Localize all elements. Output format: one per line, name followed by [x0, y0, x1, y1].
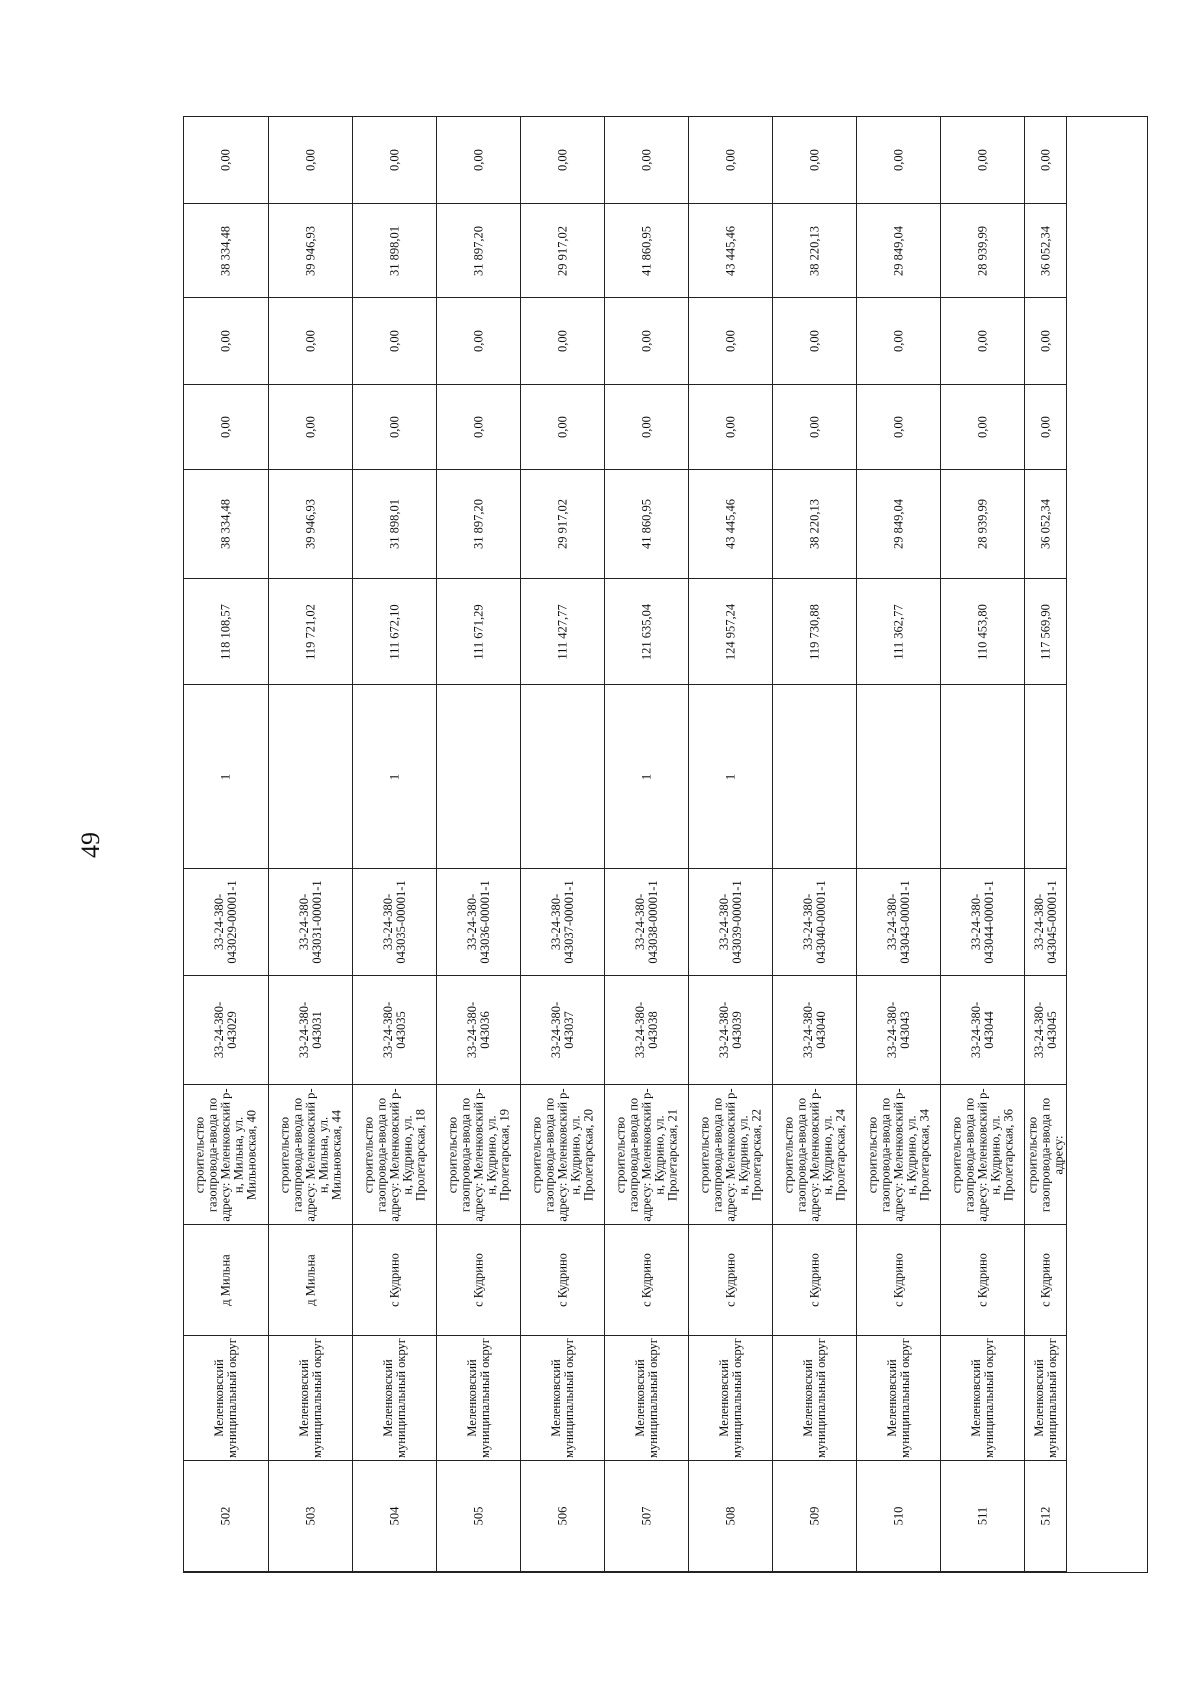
row-number: [605, 1461, 689, 1572]
object-code-cell: [269, 869, 353, 976]
district-cell-text: Меленковский муниципальный округ: [380, 1338, 408, 1458]
row-number: [521, 1461, 605, 1572]
object-code-cell-text: 33-24-380- 043031-00001-1: [296, 880, 324, 964]
value-2-cell-text: 0,00: [807, 416, 821, 438]
value-3-cell-text: 0,00: [891, 330, 905, 352]
quantity-cell: [773, 685, 857, 869]
total-cost-cell-text: 119 721,02: [303, 603, 317, 660]
value-1-cell: [857, 470, 941, 579]
value-4-cell: [184, 204, 269, 298]
value-2-cell: [437, 385, 521, 470]
description-cell: [689, 1085, 773, 1225]
cadastral-cell: [1025, 976, 1067, 1085]
cadastral-cell: [857, 976, 941, 1085]
cadastral-cell: [353, 976, 437, 1085]
object-code-cell-text: 33-24-380- 043029-00001-1: [212, 880, 239, 964]
value-2-cell: [184, 385, 269, 470]
object-code-cell: [353, 869, 437, 976]
total-cost-cell: [353, 579, 437, 685]
description-cell: [521, 1085, 605, 1225]
value-3-cell: [1025, 298, 1067, 385]
object-code-cell-text: 33-24-380- 043037-00001-1: [548, 880, 576, 964]
value-1-cell: [437, 470, 521, 579]
value-1-cell-text: 28 939,99: [975, 499, 989, 549]
object-code-cell: [773, 869, 857, 976]
value-1-cell: [773, 470, 857, 579]
value-5-cell: [353, 117, 437, 204]
value-4-cell: [437, 204, 521, 298]
value-4-cell: [1025, 204, 1067, 298]
quantity-cell-text: 1: [639, 773, 653, 780]
quantity-cell-text: 1: [218, 773, 233, 780]
value-3-cell: [689, 298, 773, 385]
quantity-cell: [941, 685, 1025, 869]
value-3-cell-text: 0,00: [555, 330, 569, 352]
row-number-text: 506: [555, 1506, 569, 1526]
total-cost-cell-text: 111 362,77: [891, 603, 905, 660]
value-4-cell: [269, 204, 353, 298]
description-cell: [269, 1085, 353, 1225]
description-cell-text: строительство газопровода-ввода по адресу: Меленковский р-н, Кудрино, ул. Пролетарская, 36: [949, 1087, 1015, 1222]
row-number: [269, 1461, 353, 1572]
locality-cell: [353, 1225, 437, 1336]
row-number-text: 504: [387, 1506, 401, 1526]
value-1-cell-text: 38 220,13: [807, 499, 821, 549]
description-cell: [941, 1085, 1025, 1225]
data-table: [183, 116, 1148, 1573]
value-2-cell: [773, 385, 857, 470]
value-2-cell: [857, 385, 941, 470]
cadastral-cell-text: 33-24-380- 043037: [548, 1001, 576, 1059]
row-number: [437, 1461, 521, 1572]
value-5-cell-text: 0,00: [387, 149, 401, 171]
cadastral-cell-text: 33-24-380- 043045: [1031, 1001, 1059, 1059]
object-code-cell-text: 33-24-380- 043039-00001-1: [716, 880, 744, 964]
value-4-cell: [605, 204, 689, 298]
locality-cell-text: с Кудрино: [975, 1253, 989, 1307]
quantity-cell-text: 1: [723, 773, 737, 780]
district-cell-text: Меленковский муниципальный округ: [1031, 1338, 1059, 1458]
value-2-cell-text: 0,00: [471, 416, 485, 438]
cadastral-cell: [773, 976, 857, 1085]
value-1-cell: [353, 470, 437, 579]
quantity-cell: [857, 685, 941, 869]
value-4-cell-text: 29 917,02: [555, 225, 569, 276]
cadastral-cell: [437, 976, 521, 1085]
locality-cell-text: д Мильна: [303, 1254, 317, 1306]
locality-cell: [1025, 1225, 1067, 1336]
row-number: [941, 1461, 1025, 1572]
district-cell: [269, 1336, 353, 1461]
value-1-cell: [689, 470, 773, 579]
row-number: [773, 1461, 857, 1572]
cadastral-cell-text: 33-24-380- 043036: [464, 1001, 492, 1059]
value-5-cell-text: 0,00: [218, 149, 233, 171]
total-cost-cell-text: 118 108,57: [218, 603, 233, 660]
value-4-cell-text: 31 897,20: [471, 225, 485, 276]
value-3-cell-text: 0,00: [218, 330, 233, 352]
locality-cell: [689, 1225, 773, 1336]
quantity-cell: [1025, 685, 1067, 869]
object-code-cell: [521, 869, 605, 976]
district-cell: [773, 1336, 857, 1461]
value-3-cell-text: 0,00: [807, 330, 821, 352]
district-cell: [689, 1336, 773, 1461]
value-4-cell-text: 43 445,46: [723, 225, 737, 276]
total-cost-cell: [269, 579, 353, 685]
value-4-cell-text: 31 898,01: [387, 225, 401, 276]
value-4-cell-text: 28 939,99: [975, 225, 989, 276]
cadastral-cell-text: 33-24-380- 043040: [800, 1001, 828, 1059]
total-cost-cell: [857, 579, 941, 685]
district-cell: [521, 1336, 605, 1461]
value-4-cell: [857, 204, 941, 298]
value-2-cell-text: 0,00: [723, 416, 737, 438]
quantity-cell: [521, 685, 605, 869]
district-cell-text: Меленковский муниципальный округ: [884, 1338, 912, 1458]
object-code-cell: [605, 869, 689, 976]
description-cell-text: строительство газопровода-ввода по адресу: Меленковский р-н, Кудрино, ул. Пролетарская, 34: [865, 1087, 931, 1222]
value-3-cell: [605, 298, 689, 385]
value-5-cell: [689, 117, 773, 204]
description-cell-text: строительство газопровода-ввода по адресу: Меленковский р-н, Мильна, ул. Мильновская, 44: [277, 1087, 343, 1222]
row-number: [689, 1461, 773, 1572]
district-cell: [353, 1336, 437, 1461]
value-5-cell-text: 0,00: [975, 149, 989, 171]
value-2-cell: [689, 385, 773, 470]
value-1-cell-text: 43 445,46: [723, 499, 737, 549]
value-2-cell-text: 0,00: [303, 416, 317, 438]
object-code-cell: [437, 869, 521, 976]
value-5-cell: [184, 117, 269, 204]
value-1-cell: [605, 470, 689, 579]
value-5-cell-text: 0,00: [555, 149, 569, 171]
row-number: [184, 1461, 269, 1572]
value-4-cell: [353, 204, 437, 298]
cadastral-cell-text: 33-24-380- 043043: [884, 1001, 912, 1059]
district-cell-text: Меленковский муниципальный округ: [212, 1338, 239, 1458]
value-3-cell-text: 0,00: [723, 330, 737, 352]
description-cell: [184, 1085, 269, 1225]
district-cell: [184, 1336, 269, 1461]
district-cell: [1025, 1336, 1067, 1461]
total-cost-cell-text: 119 730,88: [807, 603, 821, 660]
quantity-cell: [184, 685, 269, 869]
total-cost-cell: [1025, 579, 1067, 685]
row-number-text: 508: [723, 1506, 737, 1526]
row-number-text: 502: [218, 1506, 233, 1526]
value-2-cell: [1025, 385, 1067, 470]
description-cell: [605, 1085, 689, 1225]
value-4-cell: [773, 204, 857, 298]
locality-cell: [773, 1225, 857, 1336]
value-5-cell-text: 0,00: [807, 149, 821, 171]
locality-cell-text: с Кудрино: [1038, 1253, 1052, 1307]
value-5-cell-text: 0,00: [639, 149, 653, 171]
cadastral-cell: [521, 976, 605, 1085]
locality-cell: [941, 1225, 1025, 1336]
total-cost-cell-text: 124 957,24: [723, 603, 737, 660]
value-4-cell-text: 39 946,93: [303, 225, 317, 276]
value-2-cell-text: 0,00: [639, 416, 653, 438]
value-3-cell: [184, 298, 269, 385]
value-3-cell: [521, 298, 605, 385]
description-cell: [353, 1085, 437, 1225]
district-cell-text: Меленковский муниципальный округ: [632, 1338, 660, 1458]
value-2-cell-text: 0,00: [975, 416, 989, 438]
object-code-cell: [941, 869, 1025, 976]
description-cell-text: строительство газопровода-ввода по адресу: Меленковский р-н, Кудрино, ул. Пролетарская, 22: [697, 1087, 763, 1222]
value-3-cell: [857, 298, 941, 385]
total-cost-cell-text: 111 671,29: [471, 603, 485, 660]
quantity-cell: [605, 685, 689, 869]
description-cell: [437, 1085, 521, 1225]
value-1-cell-text: 29 917,02: [555, 499, 569, 549]
value-3-cell-text: 0,00: [387, 330, 401, 352]
value-4-cell: [521, 204, 605, 298]
value-4-cell: [689, 204, 773, 298]
value-5-cell-text: 0,00: [1038, 149, 1052, 171]
total-cost-cell: [521, 579, 605, 685]
value-2-cell: [269, 385, 353, 470]
row-number: [857, 1461, 941, 1572]
value-3-cell-text: 0,00: [471, 330, 485, 352]
description-cell-text: строительство газопровода-ввода по адресу: Меленковский р-н, Кудрино, ул. Пролетарская, 24: [781, 1087, 847, 1222]
value-1-cell-text: 39 946,93: [303, 499, 317, 549]
object-code-cell-text: 33-24-380- 043035-00001-1: [380, 880, 408, 964]
locality-cell: [605, 1225, 689, 1336]
value-5-cell: [857, 117, 941, 204]
value-3-cell-text: 0,00: [975, 330, 989, 352]
locality-cell-text: с Кудрино: [807, 1253, 821, 1307]
locality-cell-text: с Кудрино: [639, 1253, 653, 1307]
value-3-cell: [941, 298, 1025, 385]
row-number-text: 507: [639, 1506, 653, 1526]
value-2-cell: [521, 385, 605, 470]
cadastral-cell: [689, 976, 773, 1085]
value-5-cell: [941, 117, 1025, 204]
value-2-cell-text: 0,00: [891, 416, 905, 438]
value-3-cell: [269, 298, 353, 385]
value-2-cell: [353, 385, 437, 470]
district-cell-text: Меленковский муниципальный округ: [800, 1338, 828, 1458]
value-5-cell: [1025, 117, 1067, 204]
row-number-text: 503: [303, 1506, 317, 1526]
value-1-cell: [269, 470, 353, 579]
value-4-cell-text: 36 052,34: [1038, 225, 1052, 276]
total-cost-cell: [773, 579, 857, 685]
value-5-cell-text: 0,00: [471, 149, 485, 171]
value-5-cell: [437, 117, 521, 204]
description-cell-text: строительство газопровода-ввода по адресу: Меленковский р-н, Мильна, ул. Мильновская, 40: [192, 1087, 259, 1222]
description-cell-text: строительство газопровода-ввода по адресу: Меленковский р-н, Кудрино, ул. Пролетарская, 21: [613, 1087, 679, 1222]
total-cost-cell: [437, 579, 521, 685]
value-1-cell-text: 31 897,20: [471, 499, 485, 549]
object-code-cell-text: 33-24-380- 043040-00001-1: [800, 880, 828, 964]
quantity-cell: [689, 685, 773, 869]
value-2-cell-text: 0,00: [555, 416, 569, 438]
locality-cell: [437, 1225, 521, 1336]
locality-cell: [521, 1225, 605, 1336]
description-cell-text: строительство газопровода-ввода по адресу:: [1025, 1097, 1065, 1212]
quantity-cell: [437, 685, 521, 869]
cadastral-cell-text: 33-24-380- 043035: [380, 1001, 408, 1059]
value-5-cell: [269, 117, 353, 204]
quantity-cell-text: 1: [387, 773, 401, 780]
description-cell-text: строительство газопровода-ввода по адресу: Меленковский р-н, Кудрино, ул. Пролетарская, 18: [361, 1087, 427, 1222]
cadastral-cell: [269, 976, 353, 1085]
value-2-cell-text: 0,00: [218, 416, 233, 438]
value-4-cell-text: 29 849,04: [891, 225, 905, 276]
cadastral-cell: [184, 976, 269, 1085]
value-1-cell-text: 29 849,04: [891, 499, 905, 549]
district-cell: [857, 1336, 941, 1461]
object-code-cell: [184, 869, 269, 976]
row-number: [1025, 1461, 1067, 1572]
value-4-cell-text: 41 860,95: [639, 225, 653, 276]
cadastral-cell: [941, 976, 1025, 1085]
value-5-cell: [521, 117, 605, 204]
district-cell: [605, 1336, 689, 1461]
locality-cell-text: с Кудрино: [723, 1253, 737, 1307]
total-cost-cell: [184, 579, 269, 685]
total-cost-cell-text: 110 453,80: [975, 603, 989, 660]
value-5-cell-text: 0,00: [891, 149, 905, 171]
cadastral-cell-text: 33-24-380- 043031: [296, 1001, 324, 1059]
cadastral-cell-text: 33-24-380- 043029: [212, 1001, 239, 1059]
locality-cell: [184, 1225, 269, 1336]
total-cost-cell: [941, 579, 1025, 685]
value-1-cell: [521, 470, 605, 579]
value-1-cell: [184, 470, 269, 579]
description-cell: [857, 1085, 941, 1225]
value-2-cell: [605, 385, 689, 470]
district-cell: [437, 1336, 521, 1461]
object-code-cell: [1025, 869, 1067, 976]
locality-cell-text: с Кудрино: [387, 1253, 401, 1307]
value-3-cell: [773, 298, 857, 385]
page-number: 49: [76, 832, 105, 858]
quantity-cell: [353, 685, 437, 869]
description-cell: [773, 1085, 857, 1225]
total-cost-cell: [605, 579, 689, 685]
object-code-cell-text: 33-24-380- 043045-00001-1: [1031, 880, 1059, 964]
value-3-cell: [353, 298, 437, 385]
value-2-cell-text: 0,00: [387, 416, 401, 438]
value-5-cell: [773, 117, 857, 204]
total-cost-cell: [689, 579, 773, 685]
object-code-cell: [689, 869, 773, 976]
locality-cell: [269, 1225, 353, 1336]
cadastral-cell-text: 33-24-380- 043039: [716, 1001, 744, 1059]
district-cell: [941, 1336, 1025, 1461]
value-1-cell: [941, 470, 1025, 579]
total-cost-cell-text: 111 427,77: [555, 603, 569, 660]
cadastral-cell: [605, 976, 689, 1085]
row-number-text: 510: [891, 1506, 905, 1526]
locality-cell-text: с Кудрино: [891, 1253, 905, 1307]
value-5-cell-text: 0,00: [303, 149, 317, 171]
value-3-cell-text: 0,00: [1038, 330, 1052, 352]
row-number-text: 512: [1038, 1506, 1052, 1526]
value-2-cell: [941, 385, 1025, 470]
locality-cell-text: д Мильна: [218, 1254, 233, 1306]
district-cell-text: Меленковский муниципальный округ: [716, 1338, 744, 1458]
row-number: [353, 1461, 437, 1572]
object-code-cell-text: 33-24-380- 043044-00001-1: [968, 880, 996, 964]
value-4-cell: [941, 204, 1025, 298]
locality-cell-text: с Кудрино: [471, 1253, 485, 1307]
value-1-cell-text: 41 860,95: [639, 499, 653, 549]
district-cell-text: Меленковский муниципальный округ: [548, 1338, 576, 1458]
district-cell-text: Меленковский муниципальный округ: [296, 1338, 324, 1458]
value-3-cell-text: 0,00: [303, 330, 317, 352]
total-cost-cell-text: 117 569,90: [1038, 603, 1052, 660]
locality-cell: [857, 1225, 941, 1336]
value-1-cell-text: 31 898,01: [387, 499, 401, 549]
row-number-text: 505: [471, 1506, 485, 1526]
district-cell-text: Меленковский муниципальный округ: [968, 1338, 996, 1458]
value-3-cell-text: 0,00: [639, 330, 653, 352]
description-cell: [1025, 1085, 1067, 1225]
district-cell-text: Меленковский муниципальный округ: [464, 1338, 492, 1458]
row-number-text: 511: [975, 1506, 989, 1526]
value-3-cell: [437, 298, 521, 385]
locality-cell-text: с Кудрино: [555, 1253, 569, 1307]
value-1-cell-text: 38 334,48: [218, 499, 233, 549]
description-cell-text: строительство газопровода-ввода по адресу: Меленковский р-н, Кудрино, ул. Пролетарская, 19: [445, 1087, 511, 1222]
description-cell-text: строительство газопровода-ввода по адресу: Меленковский р-н, Кудрино, ул. Пролетарская, 20: [529, 1087, 595, 1222]
value-5-cell-text: 0,00: [723, 149, 737, 171]
cadastral-cell-text: 33-24-380- 043038: [632, 1001, 660, 1059]
row-number-text: 509: [807, 1506, 821, 1526]
quantity-cell: [269, 685, 353, 869]
object-code-cell-text: 33-24-380- 043043-00001-1: [884, 880, 912, 964]
value-4-cell-text: 38 334,48: [218, 225, 233, 276]
cadastral-cell-text: 33-24-380- 043044: [968, 1001, 996, 1059]
object-code-cell: [857, 869, 941, 976]
object-code-cell-text: 33-24-380- 043038-00001-1: [632, 880, 660, 964]
value-1-cell-text: 36 052,34: [1038, 499, 1052, 549]
value-4-cell-text: 38 220,13: [807, 225, 821, 276]
total-cost-cell-text: 121 635,04: [639, 603, 653, 660]
value-1-cell: [1025, 470, 1067, 579]
object-code-cell-text: 33-24-380- 043036-00001-1: [464, 880, 492, 964]
total-cost-cell-text: 111 672,10: [387, 603, 401, 660]
value-2-cell-text: 0,00: [1038, 416, 1052, 438]
value-5-cell: [605, 117, 689, 204]
